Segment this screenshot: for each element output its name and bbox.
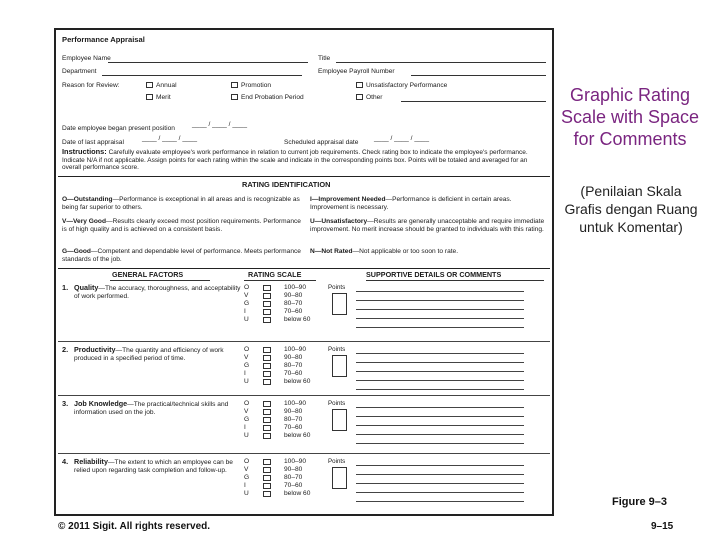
column-general-factors: GENERAL FACTORS bbox=[112, 270, 184, 279]
scale-row bbox=[244, 416, 344, 424]
rating-identification-heading: RATING IDENTIFICATION bbox=[242, 180, 331, 189]
instructions-text: Carefully evaluate employee's work performance in relation to current job requirements. Check rating box to indicate the employee's performance. Indicate N/A if not applicable. Assign points for each rating within the scale and indicate in the corresponding points box. Points will be totaled and averaged for an overall performance score. bbox=[62, 149, 528, 171]
scale-letter: U bbox=[244, 490, 249, 497]
factor-desc-text: —The practical/technical skills and information used on the job. bbox=[74, 401, 229, 416]
comment-line bbox=[356, 483, 524, 484]
scale-letter: I bbox=[244, 424, 246, 431]
payroll-number-line bbox=[411, 75, 546, 76]
scale-letter: U bbox=[244, 432, 249, 439]
scale-letter: G bbox=[244, 362, 250, 369]
points-label: Points bbox=[328, 284, 346, 291]
scale-letter: U bbox=[244, 316, 249, 323]
divider bbox=[58, 176, 550, 177]
points-box bbox=[332, 409, 347, 431]
department-label: Department bbox=[62, 68, 97, 75]
comment-line bbox=[356, 318, 524, 319]
factor-number: 2. bbox=[62, 345, 69, 354]
scheduled-value: ____ / ____ / ____ bbox=[374, 135, 429, 142]
column-supportive-details: SUPPORTIVE DETAILS OR COMMENTS bbox=[366, 270, 502, 279]
scale-range: 80–70 bbox=[284, 416, 303, 423]
scale-checkbox bbox=[263, 459, 271, 465]
employee-name-line bbox=[108, 62, 308, 63]
scale-checkbox bbox=[263, 425, 271, 431]
slide-subtitle: (Penilaian Skala Grafis dengan Ruang untuk Komentar) bbox=[564, 183, 698, 235]
scale-checkbox bbox=[263, 371, 271, 377]
performance-appraisal-form bbox=[54, 28, 554, 516]
scale-checkbox bbox=[263, 467, 271, 473]
scale-letter: O bbox=[244, 346, 250, 353]
scale-checkbox bbox=[263, 355, 271, 361]
scale-checkbox bbox=[263, 483, 271, 489]
scale-row bbox=[244, 378, 344, 386]
comment-line bbox=[356, 327, 524, 328]
scale-checkbox bbox=[263, 301, 271, 307]
reason-promotion: Promotion bbox=[231, 82, 271, 90]
scale-letter: G bbox=[244, 300, 250, 307]
comment-line bbox=[356, 443, 524, 444]
scale-letter: I bbox=[244, 370, 246, 377]
end-probation-checkbox bbox=[231, 94, 238, 100]
scale-checkbox bbox=[263, 401, 271, 407]
factor-description bbox=[74, 400, 246, 416]
column-rating-scale: RATING SCALE bbox=[248, 270, 302, 279]
factor-divider bbox=[58, 395, 550, 396]
instructions-label: Instructions: bbox=[62, 147, 107, 156]
reason-label: Reason for Review: bbox=[62, 82, 120, 89]
reason-end-probation: End Probation Period bbox=[231, 94, 304, 102]
scale-checkbox bbox=[263, 347, 271, 353]
title-label: Title bbox=[318, 55, 331, 62]
factor-description bbox=[74, 458, 246, 474]
scale-letter: V bbox=[244, 466, 249, 473]
scale-range: 90–80 bbox=[284, 292, 303, 299]
comment-line bbox=[356, 309, 524, 310]
scheduled-label: Scheduled appraisal date bbox=[284, 139, 359, 146]
scale-letter: O bbox=[244, 284, 250, 291]
unsatisfactory-checkbox bbox=[356, 82, 363, 88]
comment-line bbox=[356, 474, 524, 475]
scale-range: 70–60 bbox=[284, 424, 303, 431]
scale-checkbox bbox=[263, 293, 271, 299]
scale-range: below 60 bbox=[284, 432, 311, 439]
factor-number: 1. bbox=[62, 283, 69, 292]
promotion-checkbox bbox=[231, 82, 238, 88]
comment-line bbox=[356, 362, 524, 363]
scale-letter: I bbox=[244, 482, 246, 489]
title-line bbox=[336, 62, 546, 63]
factor-name: Quality bbox=[74, 283, 99, 292]
comment-line bbox=[356, 425, 524, 426]
scale-row bbox=[244, 432, 344, 440]
scale-row bbox=[244, 424, 344, 432]
scale-letter: V bbox=[244, 292, 249, 299]
rating-good: G—Good—Competent and dependable level of performance. Meets performance standards of the job. bbox=[62, 248, 301, 263]
scale-row bbox=[244, 490, 344, 498]
scale-checkbox bbox=[263, 379, 271, 385]
rating-not-rated: N—Not Rated—Not applicable or too soon to rate. bbox=[310, 248, 459, 255]
comment-line bbox=[356, 353, 524, 354]
scale-checkbox bbox=[263, 285, 271, 291]
scale-checkbox bbox=[263, 417, 271, 423]
comment-line bbox=[356, 492, 524, 493]
scale-row bbox=[244, 370, 344, 378]
slide-title: Graphic Rating Scale with Space for Comments bbox=[560, 85, 700, 149]
underline bbox=[110, 280, 210, 281]
scale-range: 70–60 bbox=[284, 308, 303, 315]
points-box bbox=[332, 293, 347, 315]
rating-very-good: V—Very Good—Results clearly exceed most position requirements. Performance is of high quality and is achieved on a consistent basis. bbox=[62, 218, 301, 233]
scale-row bbox=[244, 316, 344, 324]
comment-line bbox=[356, 416, 524, 417]
form-heading: Performance Appraisal bbox=[62, 35, 145, 44]
comment-line bbox=[356, 465, 524, 466]
scale-row bbox=[244, 362, 344, 370]
date-last-value: ____ / ____ / ____ bbox=[142, 135, 197, 142]
scale-row bbox=[244, 466, 344, 474]
page-number: 9–15 bbox=[651, 521, 674, 532]
points-label: Points bbox=[328, 458, 346, 465]
points-box bbox=[332, 467, 347, 489]
rating-improvement-needed: I—Improvement Needed—Performance is deficient in certain areas. Improvement is necessary. bbox=[310, 196, 512, 211]
scale-row bbox=[244, 300, 344, 308]
reason-other: Other bbox=[356, 94, 383, 102]
scale-range: 80–70 bbox=[284, 474, 303, 481]
comment-line bbox=[356, 380, 524, 381]
factor-name: Productivity bbox=[74, 345, 116, 354]
date-began-label: Date employee began present position bbox=[62, 125, 175, 132]
reason-unsatisfactory: Unsatisfactory Performance bbox=[356, 82, 447, 90]
factor-name: Reliability bbox=[74, 457, 108, 466]
other-checkbox bbox=[356, 94, 363, 100]
factor-desc-text: —The accuracy, thoroughness, and acceptability of work performed. bbox=[74, 285, 241, 300]
scale-row bbox=[244, 354, 344, 362]
scale-range: 100–90 bbox=[284, 400, 307, 407]
scale-range: below 60 bbox=[284, 378, 311, 385]
scale-row bbox=[244, 408, 344, 416]
scale-range: 100–90 bbox=[284, 284, 307, 291]
comment-line bbox=[356, 434, 524, 435]
points-label: Points bbox=[328, 346, 346, 353]
rating-outstanding: O—Outstanding—Performance is exceptional in all areas and is recognizable as being far superior to others. bbox=[62, 196, 300, 211]
scale-letter: G bbox=[244, 416, 250, 423]
scale-letter: O bbox=[244, 458, 250, 465]
scale-range: 80–70 bbox=[284, 300, 303, 307]
copyright: © 2011 Sigit. All rights reserved. bbox=[58, 521, 211, 532]
department-line bbox=[102, 75, 302, 76]
scale-checkbox bbox=[263, 409, 271, 415]
scale-checkbox bbox=[263, 363, 271, 369]
scale-range: 100–90 bbox=[284, 346, 307, 353]
employee-name-label: Employee Name bbox=[62, 55, 111, 62]
factor-description bbox=[74, 284, 246, 300]
scale-row bbox=[244, 482, 344, 490]
scale-range: 90–80 bbox=[284, 354, 303, 361]
comment-line bbox=[356, 407, 524, 408]
scale-checkbox bbox=[263, 317, 271, 323]
annual-checkbox bbox=[146, 82, 153, 88]
figure-label: Figure 9–3 bbox=[612, 496, 668, 508]
scale-row bbox=[244, 292, 344, 300]
scale-range: 70–60 bbox=[284, 370, 303, 377]
scale-checkbox bbox=[263, 491, 271, 497]
scale-range: 80–70 bbox=[284, 362, 303, 369]
scale-letter: I bbox=[244, 308, 246, 315]
comment-line bbox=[356, 501, 524, 502]
scale-checkbox bbox=[263, 433, 271, 439]
scale-letter: G bbox=[244, 474, 250, 481]
reason-annual: Annual bbox=[146, 82, 177, 90]
comment-line bbox=[356, 300, 524, 301]
scale-range: 90–80 bbox=[284, 408, 303, 415]
scale-row bbox=[244, 474, 344, 482]
scale-range: below 60 bbox=[284, 316, 311, 323]
underline bbox=[244, 280, 316, 281]
scale-letter: U bbox=[244, 378, 249, 385]
merit-checkbox bbox=[146, 94, 153, 100]
comment-line bbox=[356, 371, 524, 372]
comment-line bbox=[356, 291, 524, 292]
scale-range: 90–80 bbox=[284, 466, 303, 473]
rating-unsatisfactory: U—Unsatisfactory—Results are generally unacceptable and require immediate improvement. No merit increase should be granted to individuals with this rating. bbox=[310, 218, 545, 233]
points-box bbox=[332, 355, 347, 377]
scale-letter: V bbox=[244, 408, 249, 415]
points-label: Points bbox=[328, 400, 346, 407]
instructions bbox=[62, 148, 542, 171]
scale-checkbox bbox=[263, 309, 271, 315]
factor-number: 4. bbox=[62, 457, 69, 466]
date-began-value: ____ / ____ / ____ bbox=[192, 121, 247, 128]
date-last-label: Date of last appraisal bbox=[62, 139, 124, 146]
factor-desc-text: —The extent to which an employee can be relied upon regarding task completion and follow-up. bbox=[74, 459, 233, 474]
factor-desc-text: —The quantity and efficiency of work produced in a specified period of time. bbox=[74, 347, 224, 362]
divider bbox=[58, 268, 550, 269]
factor-divider bbox=[58, 453, 550, 454]
payroll-number-label: Employee Payroll Number bbox=[318, 68, 395, 75]
other-line bbox=[401, 101, 546, 102]
scale-row bbox=[244, 308, 344, 316]
comment-line bbox=[356, 389, 524, 390]
factor-description bbox=[74, 346, 246, 362]
scale-range: below 60 bbox=[284, 490, 311, 497]
underline bbox=[366, 280, 544, 281]
scale-letter: O bbox=[244, 400, 250, 407]
scale-checkbox bbox=[263, 475, 271, 481]
scale-letter: V bbox=[244, 354, 249, 361]
factor-name: Job Knowledge bbox=[74, 399, 128, 408]
reason-merit: Merit bbox=[146, 94, 171, 102]
factor-divider bbox=[58, 341, 550, 342]
factor-number: 3. bbox=[62, 399, 69, 408]
scale-range: 70–60 bbox=[284, 482, 303, 489]
scale-range: 100–90 bbox=[284, 458, 307, 465]
